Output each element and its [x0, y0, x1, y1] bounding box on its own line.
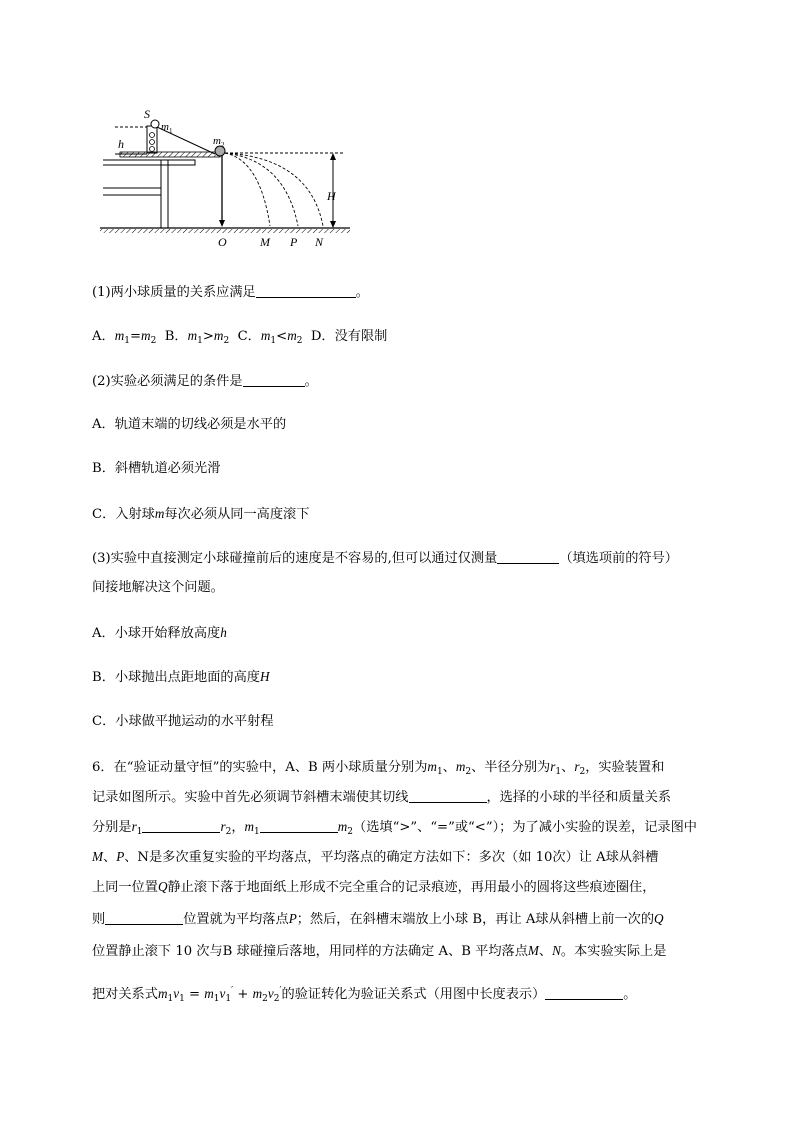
ball-m1: [151, 120, 159, 128]
q2-answer-blank[interactable]: [243, 372, 305, 387]
q6-blank-center[interactable]: [105, 910, 183, 925]
label-S: S: [144, 107, 150, 121]
trajectory-N: [225, 153, 323, 226]
q6-line2: 记录如图所示。实验中首先必须调节斜槽末端使其切线 ，选择的小球的半径和质量关系: [92, 790, 672, 805]
q6-line8: 把对关系式$m_1v_1 = m_1v_1' + m_2v_2'$的验证转化为验证关系式（用图中长度表示） 。: [92, 986, 637, 1004]
label-P: P: [290, 235, 298, 249]
trajectory-M: [225, 153, 270, 226]
label-M: M: [260, 235, 270, 249]
q6-line3: 分别是$r_1$ $r_2$，$m_1$ $m_2$（选填“>”、“=”或“<”）；为了减小实验的误差，记录图中: [92, 819, 697, 837]
trajectory-P: [225, 153, 298, 226]
q1-stem: (1)两小球质量的关系应满足 。: [92, 285, 369, 300]
q6-blank-radius[interactable]: [142, 818, 220, 833]
q3-option-c: C．小球做平抛运动的水平射程: [92, 714, 274, 729]
q3-line1: (3)实验中直接测定小球碰撞前后的速度是不容易的,但可以通过仅测量 （填选项前的符号）: [92, 551, 678, 566]
table-top-hatch: [120, 152, 220, 157]
experiment-diagram: [95, 100, 355, 250]
label-m2: $m_2$: [213, 135, 225, 149]
q6-line4: M、P、N是多次重复实验的平均落点，平均落点的确定方法如下：多次（如 10次）让 A球从斜槽: [92, 849, 659, 865]
q2-stem: (2)实验必须满足的条件是 。: [92, 374, 318, 389]
ground-hatch: [100, 229, 350, 233]
q6-line1: 6．在“验证动量守恒”的实验中，A、B 两小球质量分别为$m_1$、$m_2$、半径分别为$r_1$、$r_2$，实验装置和: [92, 759, 665, 777]
q1-answer-blank[interactable]: [256, 283, 356, 298]
q3-option-a: A．小球开始释放高度h: [92, 625, 227, 641]
q6-blank-tangent[interactable]: [409, 788, 487, 803]
q3-answer-blank[interactable]: [497, 549, 559, 564]
label-h: h: [118, 137, 124, 151]
q2-option-c: C．入射球m每次必须从同一高度滚下: [92, 506, 310, 522]
q6-blank-mass[interactable]: [260, 818, 338, 833]
q2-option-a: A．轨道末端的切线必须是水平的: [92, 417, 287, 432]
label-H: H: [327, 189, 336, 203]
q6-line5: 上同一位置Q静止滚下落于地面纸上形成不完全重合的记录痕迹，再用最小的圆将这些痕迹圈住，: [92, 879, 656, 895]
q2-option-b: B．斜槽轨道必须光滑: [92, 461, 221, 476]
q6-line6: 则 位置就为平均落点P；然后，在斜槽末端放上小球 B，再让 A球从斜槽上前一次的Q: [92, 911, 664, 927]
q3-option-b: B．小球抛出点距地面的高度H: [92, 669, 270, 685]
label-m1: $m_1$: [161, 121, 173, 135]
label-N: N: [315, 235, 324, 249]
q1-options: A．$m_1=m_2$ B．$m_1>m_2$ C．$m_1<m_2$ D．没有限制: [92, 328, 388, 346]
q3-line2: 间接地解决这个问题。: [92, 580, 224, 595]
q6-blank-relation[interactable]: [545, 985, 623, 1000]
label-O: O: [218, 235, 227, 249]
q6-line7: 位置静止滚下 10 次与B 球碰撞后落地，用同样的方法确定 A、B 平均落点M、N。本实验实际上是: [92, 943, 667, 959]
